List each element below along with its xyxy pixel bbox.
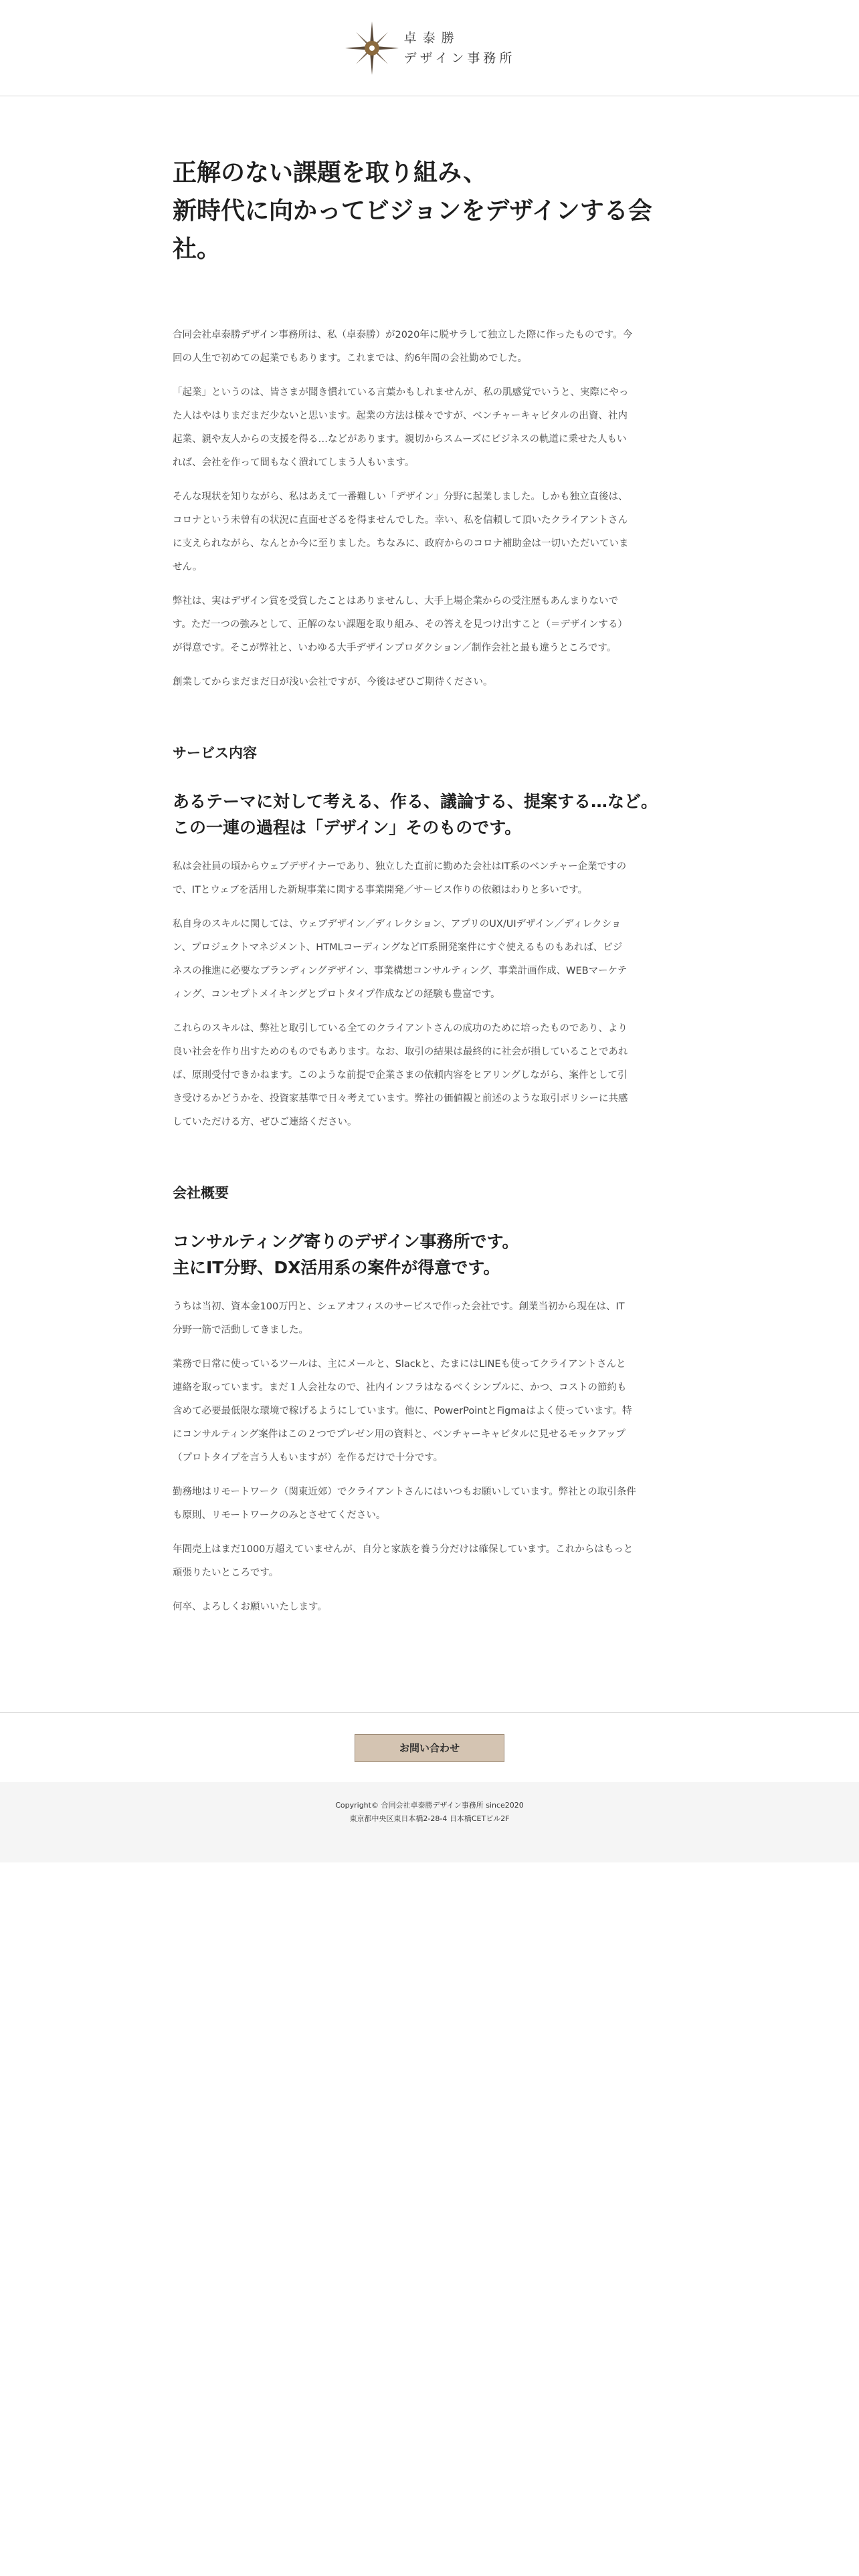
intro-paragraph: 創業してからまだまだ日が浅い会社ですが、今後はぜひご期待ください。 — [173, 677, 493, 687]
company-paragraph: 年間売上はまだ1000万超えていませんが、自分と家族を養う分だけは確保しています。これからはもっと 頑張りたいところです。 — [173, 1544, 634, 1578]
company-subheading: コンサルティング寄りのデザイン事務所です。 主にIT分野、DX活用系の案件が得意です。 — [173, 1232, 519, 1277]
contact-bar — [0, 1712, 859, 1783]
services-paragraph: これらのスキルは、弊社と取引している全てのクライアントさんの成功のために培ったものであり、より 良い社会を作り出すためのものでもあります。なお、取引の結果は最終的に社会が損していることであれ ば、原則受付できかねます。このような前提で企業さまの依頼内容をヒアリングしながら、案件として引 き受けるかどうかを、投資家基準で日々考えています。弊社の価値観と前述のような取引ポリシーに共感 していただける方、ぜひご連絡ください。 — [173, 1023, 628, 1128]
logo-name: 卓泰勝 — [403, 30, 460, 45]
intro-paragraph: 合同会社卓泰勝デザイン事務所は、私（卓泰勝）が2020年に脱サラして独立した際に作ったものです。今 回の人生で初めての起業でもあります。これまでは、約6年間の会社勤めでした。 — [173, 330, 633, 364]
company-section — [173, 1183, 686, 1619]
company-paragraph: うちは当初、資本金100万円と、シェアオフィスのサービスで作った会社です。創業当初から現在は、IT 分野一筋で活動してきました。 — [173, 1301, 625, 1335]
main-content — [173, 96, 686, 1619]
intro-section — [173, 324, 686, 694]
intro-paragraph: 「起業」というのは、皆さまが聞き慣れている言葉かもしれませんが、私の肌感覚でいうと、実際にやっ た人はやはりまだまだ少ないと思います。起業の方法は様々ですが、ベンチャーキャピタルの出資、社内 起業、親や友人からの支援を得る…などがあります。親切からスムーズにビジネスの軌道に乗せた人もい れば、会社を作って間もなく潰れてしまう人もいます。 — [173, 387, 629, 468]
intro-paragraph: そんな現状を知りながら、私はあえて一番難しい「デザイン」分野に起業しました。しかも独立直後は、 コロナという未曾有の状況に直面せざるを得ませんでした。幸い、私を信頼して頂いたクライアントさん に支えられながら、なんとか今に至りました。ちなみに、政府からのコロナ補助金は一切いただいていま せん。 — [173, 492, 629, 572]
intro-paragraph: 弊社は、実はデザイン賞を受賞したことはありませんし、大手上場企業からの受注歴もあんまりないで す。ただ一つの強みとして、正解のない課題を取り組み、その答えを見つけ出すこと（＝デザインする） が得意です。そこが弊社と、いわゆる大手デザインプロダクション／制作会社と最も違うところです。 — [173, 596, 628, 653]
services-subheading: あるテーマに対して考える、作る、議論する、提案する…など。 この一連の過程は「デザイン」そのものです。 — [173, 792, 658, 837]
footer-copyright: Copyright© 合同会社卓泰勝デザイン事務所 since2020 — [335, 1801, 524, 1810]
logo-subtitle: デザイン事務所 — [403, 50, 516, 66]
site-header — [0, 0, 859, 96]
page-title: 正解のない課題を取り組み、 新時代に向かってビジョンをデザインする会 社。 — [173, 159, 652, 263]
contact-button[interactable]: お問い合わせ — [355, 1734, 504, 1762]
services-section — [173, 743, 686, 1134]
services-paragraph: 私自身のスキルに関しては、ウェブデザイン／ディレクション、アプリのUX/UIデザイン／ディレクショ ン、プロジェクトマネジメント、HTMLコーディングなどIT系開発案件にすぐ使えるものもあれば、ビジ ネスの推進に必要なブランディングデザイン、事業構想コンサルティング、事業計画作成、WEBマーケテ ィング、コンセプトメイキングとプロトタイプ作成などの経験も豊富です。 — [173, 919, 628, 1000]
services-heading: サービス内容 — [173, 745, 257, 761]
services-paragraph: 私は会社員の頃からウェブデザイナーであり、独立した直前に勤めた会社はIT系のベンチャー企業ですの で、ITとウェブを活用した新規事業に関する事業開発／サービス作りの依頼はわりと多いです。 — [173, 861, 627, 895]
company-paragraph: 勤務地はリモートワーク（関東近郊）でクライアントさんにはいつもお願いしています。弊社との取引条件 も原則、リモートワークのみとさせてください。 — [173, 1487, 636, 1521]
site-logo[interactable] — [344, 20, 516, 76]
site-footer — [0, 1782, 859, 1862]
company-heading: 会社概要 — [173, 1185, 229, 1201]
company-paragraph: 何卒、よろしくお願いいたします。 — [173, 1602, 327, 1612]
compass-star-icon — [344, 20, 400, 76]
footer-address: 東京都中央区東日本橋2-28-4 日本橋CETビル2F — [349, 1814, 510, 1823]
company-paragraph: 業務で日常に使っているツールは、主にメールと、Slackと、たまにはLINEも使ってクライアントさんと 連絡を取っています。まだ１人会社なので、社内インフラはなるべくシンプルに、かつ、コストの節約も 含めて必要最低限な環境で稼げるようにしています。他に、PowerPointとFigmaはよく使っています。特 にコンサルティング案件はこの２つでプレゼン用の資料と、ベンチャーキャピタルに見せるモックアップ （プロトタイプを言う人もいますが）を作るだけで十分です。 — [173, 1359, 632, 1463]
